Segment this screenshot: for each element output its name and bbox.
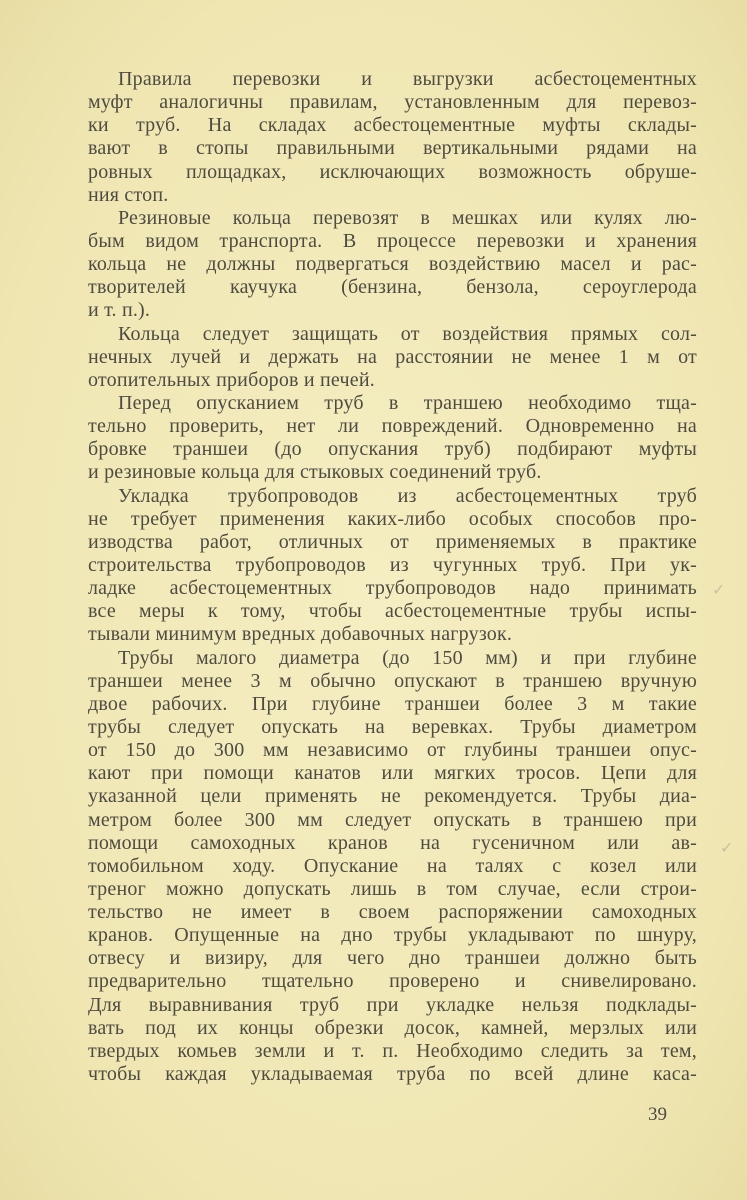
text-line: творителей каучука (бензина, бензола, сероуглерода [88, 276, 697, 299]
text-line: бровке траншеи (до опускания труб) подбирают муфты [88, 438, 697, 461]
text-line: Трубы малого диаметра (до 150 мм) и при глубине [118, 646, 697, 669]
text-line: трубы следует опускать на веревках. Трубы диаметром [88, 715, 697, 738]
text-line: изводства работ, отличных от применяемых в практике [88, 530, 697, 553]
paragraph [88, 647, 697, 1087]
text-line: двое рабочих. При глубине траншеи более 3 м такие [88, 692, 697, 715]
text-line: метром более 300 мм следует опускать в траншею при [88, 808, 697, 831]
text-line: Резиновые кольца перевозят в мешках или кулях лю- [118, 206, 697, 229]
text-line: кранов. Опущенные на дно трубы укладывают по шнуру, [88, 924, 697, 947]
paragraph [88, 207, 697, 323]
text-line: твердых комьев земли и т. п. Необходимо следить за тем, [88, 1039, 697, 1062]
text-line: Укладка трубопроводов из асбестоцементных труб [118, 484, 697, 507]
text-line: от 150 до 300 мм независимо от глубины траншеи опус- [88, 739, 697, 762]
text-line: тельство не имеет в своем распоряжении самоходных [88, 901, 697, 924]
text-line: и т. п.). [88, 299, 151, 322]
page-number: 39 [648, 1104, 667, 1125]
text-line: тельно проверить, нет ли повреждений. Одновременно на [88, 415, 697, 438]
pencil-tick-mark-icon: ✓ [720, 838, 734, 857]
text-line: предварительно тщательно проверено и снивелировано. [88, 970, 697, 993]
paragraph [88, 392, 697, 485]
text-line: Для выравнивания труб при укладке нельзя подклады- [88, 993, 697, 1016]
text-line: томобильном ходу. Опускание на талях с козел или [88, 854, 697, 877]
text-line: кольца не должны подвергаться воздействию масел и рас- [88, 253, 697, 276]
text-line: тывали минимум вредных добавочных нагрузок. [88, 623, 513, 646]
text-line: Кольца следует защищать от воздействия прямых сол- [118, 322, 697, 345]
text-line: треног можно допускать лишь в том случае, если строи- [88, 877, 697, 900]
text-line: ния стоп. [88, 183, 169, 206]
text-line: отопительных приборов и печей. [88, 368, 375, 391]
text-line: чтобы каждая укладываемая труба по всей длине каса- [88, 1063, 697, 1086]
text-line: ки труб. На складах асбестоцементные муфты склады- [88, 114, 697, 137]
text-line: и резиновые кольца для стыковых соединений труб. [88, 461, 542, 484]
text-line: отвесу и визиру, для чего дно траншеи должно быть [88, 947, 697, 970]
text-line: вать под их концы обрезки досок, камней, мерзлых или [88, 1016, 697, 1039]
text-line: бым видом транспорта. В процессе перевозки и хранения [88, 229, 697, 252]
text-line: строительства трубопроводов из чугунных труб. При ук- [88, 553, 697, 576]
pencil-check-mark-icon: ✓ [712, 580, 726, 599]
text-line: помощи самоходных кранов на гусеничном или ав- [88, 831, 697, 854]
text-line: ровных площадках, исключающих возможность обруше- [88, 160, 697, 183]
text-line: все меры к тому, чтобы асбестоцементные трубы испы- [88, 600, 697, 623]
paragraph [88, 68, 697, 207]
text-line: ладке асбестоцементных трубопроводов надо принимать [88, 577, 697, 600]
paragraph [88, 485, 697, 647]
text-line: Перед опусканием труб в траншею необходимо тща- [118, 391, 697, 414]
text-line: Правила перевозки и выгрузки асбестоцементных [118, 68, 697, 90]
text-line: не требует применения каких-либо особых способов про- [88, 507, 697, 530]
paragraph [88, 323, 697, 392]
page-body-text [88, 68, 697, 1086]
text-line: кают при помощи канатов или мягких тросов. Цепи для [88, 762, 697, 785]
text-line: нечных лучей и держать на расстоянии не менее 1 м от [88, 345, 697, 368]
text-line: вают в стопы правильными вертикальными рядами на [88, 137, 697, 160]
text-line: траншеи менее 3 м обычно опускают в траншею вручную [88, 669, 697, 692]
text-line: указанной цели применять не рекомендуется. Трубы диа- [88, 785, 697, 808]
text-line: муфт аналогичны правилам, установленным для перевоз- [88, 91, 697, 114]
